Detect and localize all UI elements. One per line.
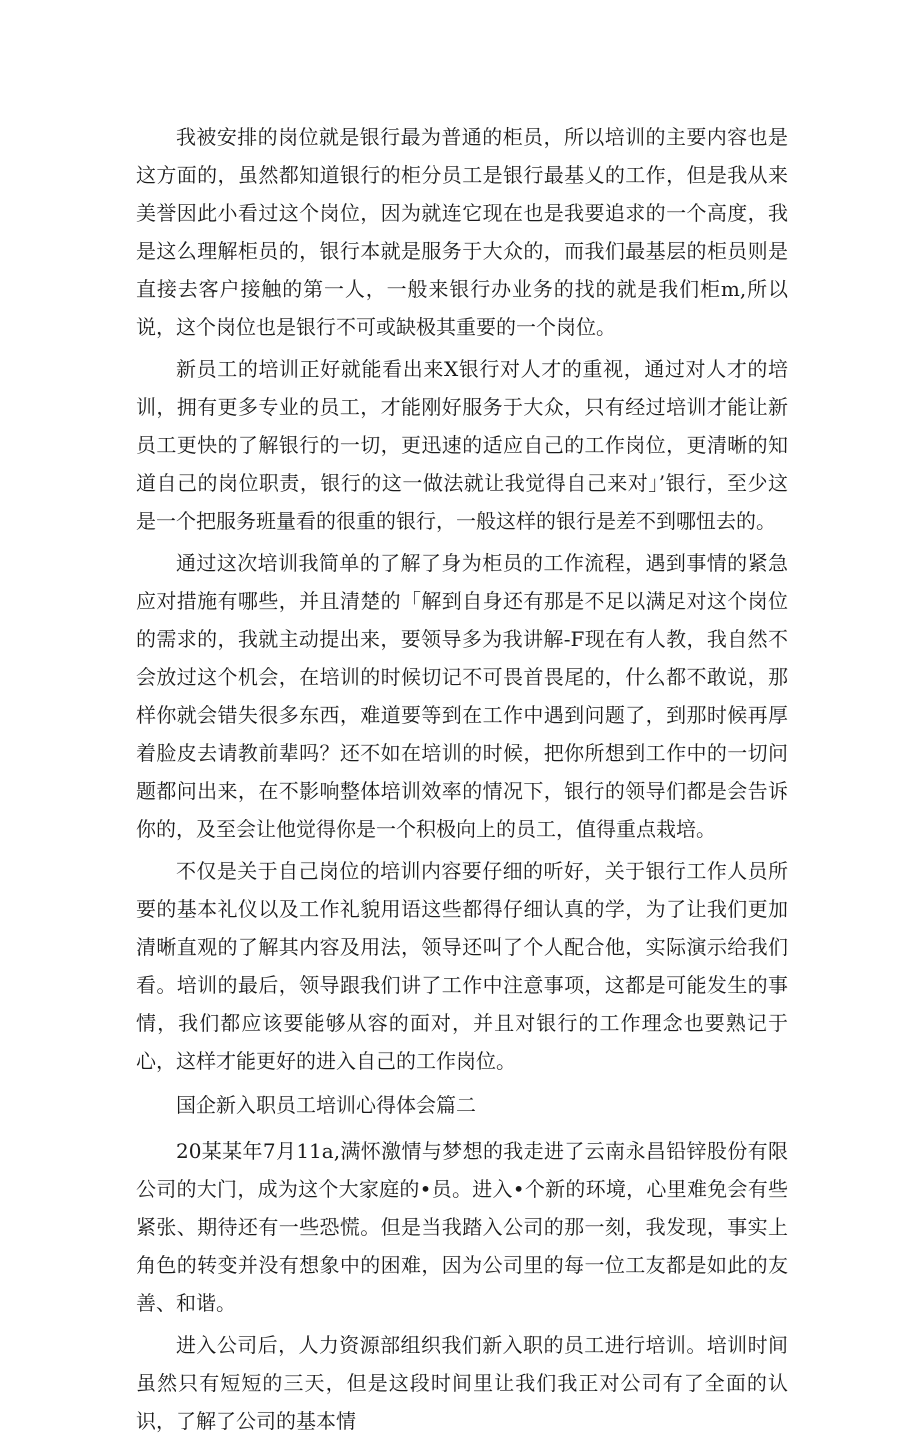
document-body xyxy=(136,118,788,1444)
section-heading: 国企新入职员工培训心得体会篇二 xyxy=(176,1093,476,1117)
paragraph: 20某某年7月11a,满怀激情与梦想的我走进了云南永昌铅锌股份有限公司的大门，成为这个大家庭的•员。进入•个新的环境，心里难免会有些紧张、期待还有一些恐慌。但是当我踏入公司的那一刻，我发现，事实上角色的转变并没有想象中的困难，因为公司里的每一位工友都是如此的友善、和谐。 xyxy=(136,1139,788,1315)
paragraph: 新员工的培训正好就能看出来X银行对人才的重视，通过对人才的培训，拥有更多专业的员工，才能刚好服务于大众，只有经过培训才能让新员工更快的了解银行的一切，更迅速的适应自己的工作岗位，更清晰的知道自己的岗位职责，银行的这一做法就让我觉得自己来对」’银行，至少这是一个把服务班量看的很重的银行，一般这样的银行是差不到哪忸去的。 xyxy=(136,357,788,533)
paragraph: 不仅是关于自己岗位的培训内容要仔细的听好，关于银行工作人员所要的基本礼仪以及工作礼貌用语这些都得仔细认真的学，为了让我们更加清晰直观的了解其内容及用法，领导还叫了个人配合他，实际演示给我们看。培训的最后，领导跟我们讲了工作中注意事项，这都是可能发生的事情，我们都应该要能够从容的面对，并且对银行的工作理念也要熟记于心，这样才能更好的进入自己的工作岗位。 xyxy=(136,859,788,1073)
paragraph: 通过这次培训我简单的了解了身为柜员的工作流程，遇到事情的紧急应对措施有哪些，并且清楚的「解到自身还有那是不足以满足对这个岗位的需求的，我就主动提出来，要领导多为我讲解-F现在有人教，我自然不会放过这个机会，在培训的时候切记不可畏首畏尾的，什么都不敢说，那样你就会错失很多东西，难道要等到在工作中遇到问题了，到那时候再厚着脸皮去请教前辈吗？还不如在培训的时候，把你所想到工作中的一切问题都问出来，在不影响整体培训效率的情况下，银行的领导们都是会告诉你的，及至会让他觉得你是一个积极向上的员工，值得重点栽培。 xyxy=(136,551,788,841)
paragraph: 我被安排的岗位就是银行最为普通的柜员，所以培训的主要内容也是这方面的，虽然都知道银行的柜分员工是银行最基乂的工作，但是我从来美誉因此小看过这个岗位，因为就连它现在也是我要追求的一个高度，我是这么理解柜员的，银行本就是服务于大众的，而我们最基层的柜员则是直接去客户接触的第一人，一般来银行办业务的找的就是我们柜m,所以说，这个岗位也是银行不可或缺极其重要的一个岗位。 xyxy=(136,125,788,339)
paragraph: 进入公司后，人力资源部组织我们新入职的员工进行培训。培训时间虽然只有短短的三天，但是这段时间里让我们我正对公司有了全面的认识，了解了公司的基本情 xyxy=(136,1333,788,1433)
